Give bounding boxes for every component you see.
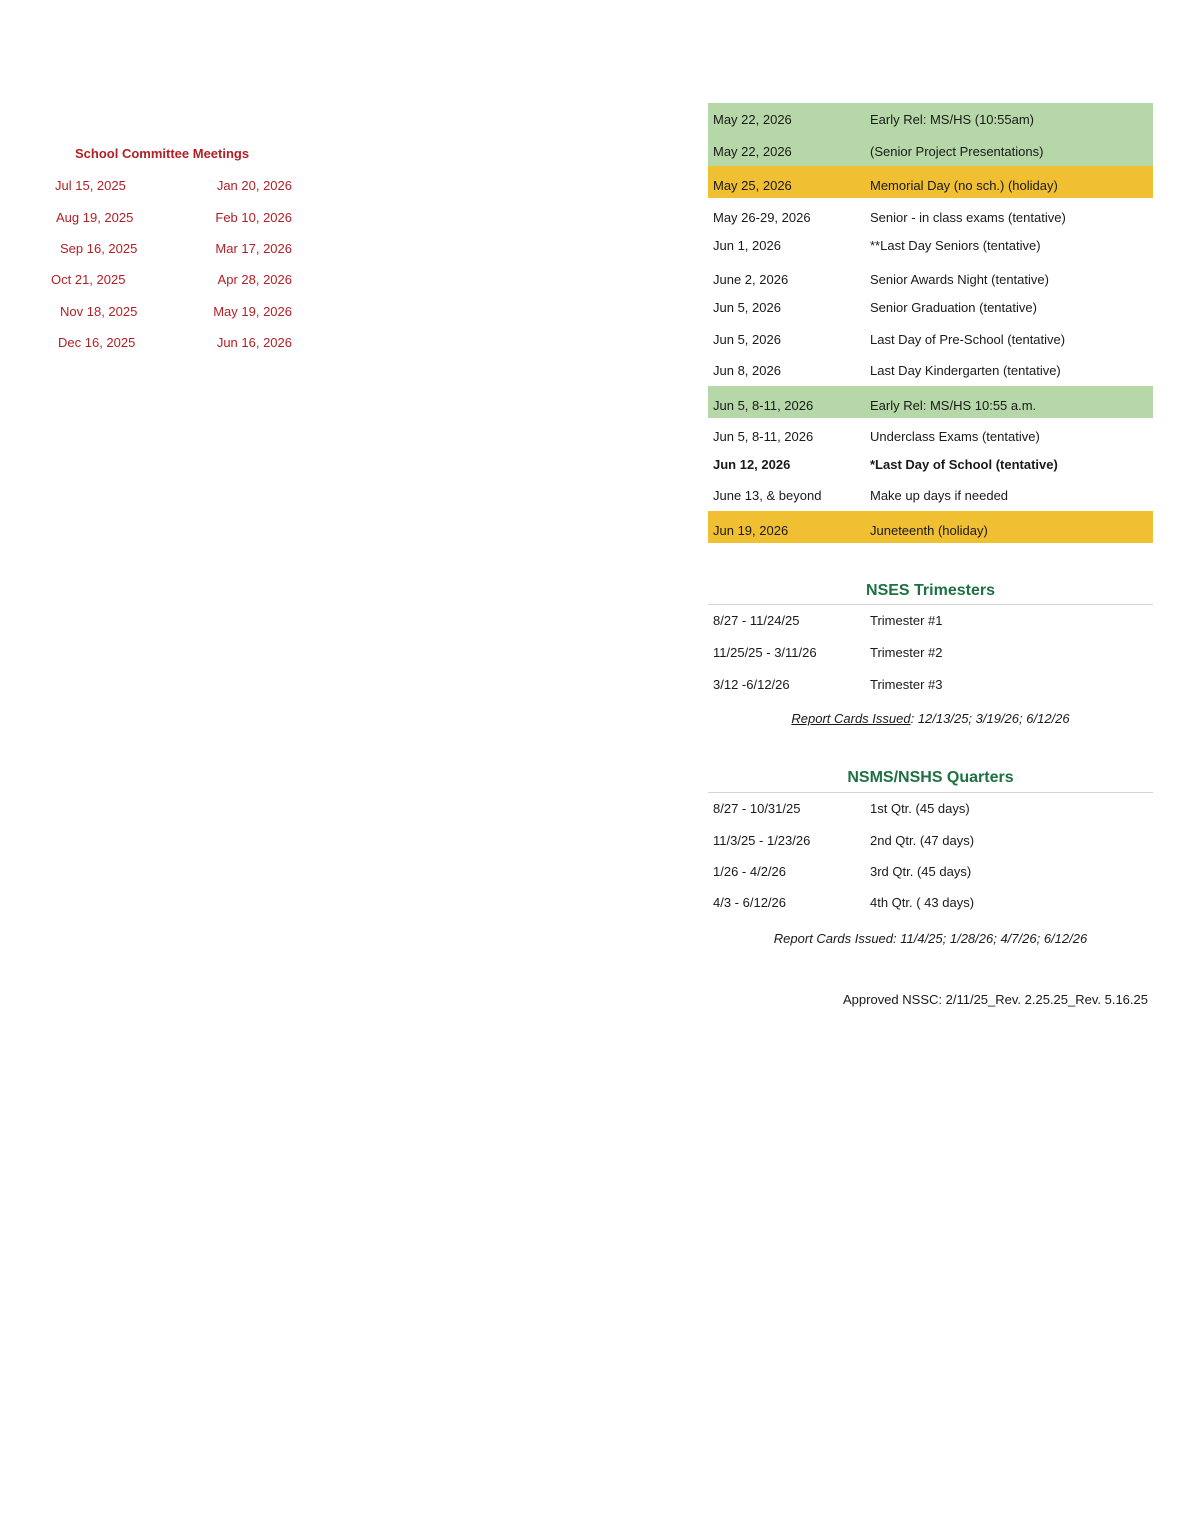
- committee-date: May 19, 2026: [213, 304, 292, 319]
- event-label: Senior Graduation (tentative): [870, 300, 1037, 315]
- event-date: May 26-29, 2026: [713, 210, 811, 225]
- quarters-report-cards: Report Cards Issued: 11/4/25; 1/28/26; 4/7/26; 6/12/26: [773, 931, 1088, 946]
- quarter-label: 3rd Qtr. (45 days): [870, 864, 972, 879]
- event-label: Make up days if needed: [870, 488, 1009, 503]
- event-date: Jun 1, 2026: [713, 238, 781, 253]
- quarters-title: NSMS/NSHS Quarters: [847, 769, 1014, 786]
- quarters-divider: [708, 792, 1153, 793]
- trimester-label: Trimester #3: [870, 677, 943, 692]
- quarter-range: 1/26 - 4/2/26: [713, 864, 786, 879]
- committee-date: Jan 20, 2026: [216, 178, 292, 193]
- committee-date: Jul 15, 2025: [55, 178, 126, 193]
- event-label: Memorial Day (no sch.) (holiday): [870, 178, 1058, 193]
- event-label: (Senior Project Presentations): [870, 144, 1044, 159]
- event-label: **Last Day Seniors (tentative): [870, 238, 1041, 253]
- event-date: May 22, 2026: [713, 144, 792, 159]
- event-label: *Last Day of School (tentative): [870, 457, 1058, 472]
- event-date: Jun 5, 2026: [713, 300, 781, 315]
- quarter-label: 4th Qtr. ( 43 days): [870, 895, 975, 910]
- event-label: Senior - in class exams (tentative): [870, 210, 1066, 225]
- event-label: Early Rel: MS/HS (10:55am): [870, 112, 1034, 127]
- quarter-range: 11/3/25 - 1/23/26: [713, 833, 811, 848]
- quarter-label: 1st Qtr. (45 days): [870, 801, 970, 816]
- event-label: Last Day of Pre-School (tentative): [870, 332, 1066, 347]
- trimester-label: Trimester #1: [870, 613, 943, 628]
- trimesters-report-cards: [708, 711, 1153, 726]
- event-label: Underclass Exams (tentative): [870, 429, 1040, 444]
- committee-date: Jun 16, 2026: [216, 335, 292, 350]
- event-date: May 22, 2026: [713, 112, 792, 127]
- event-label: Senior Awards Night (tentative): [870, 272, 1049, 287]
- quarter-label: 2nd Qtr. (47 days): [870, 833, 975, 848]
- committee-date: Dec 16, 2025: [58, 335, 136, 350]
- event-date: Jun 5, 8-11, 2026: [713, 398, 814, 413]
- school-committee-title: School Committee Meetings: [75, 146, 250, 161]
- event-date: May 25, 2026: [713, 178, 792, 193]
- trimesters-divider: [708, 604, 1153, 605]
- trimester-range: 3/12 -6/12/26: [713, 677, 790, 692]
- event-date: Jun 5, 2026: [713, 332, 781, 347]
- committee-date: Feb 10, 2026: [215, 210, 292, 225]
- trimester-range: 8/27 - 11/24/25: [713, 613, 800, 628]
- committee-date: Nov 18, 2025: [60, 304, 138, 319]
- event-date: Jun 8, 2026: [713, 363, 781, 378]
- report-cards-label: Report Cards Issued: [791, 711, 911, 726]
- event-date: June 13, & beyond: [713, 488, 822, 503]
- committee-date: Apr 28, 2026: [217, 272, 292, 287]
- trimester-label: Trimester #2: [870, 645, 943, 660]
- event-label: Juneteenth (holiday): [870, 523, 988, 538]
- committee-date: Mar 17, 2026: [215, 241, 292, 256]
- event-date: Jun 19, 2026: [713, 523, 789, 538]
- approval-note: Approved NSSC: 2/11/25_Rev. 2.25.25_Rev. 5.16.25: [843, 992, 1148, 1007]
- event-label: Early Rel: MS/HS 10:55 a.m.: [870, 398, 1037, 413]
- event-date: Jun 12, 2026: [713, 457, 791, 472]
- committee-date: Aug 19, 2025: [56, 210, 134, 225]
- committee-date: Sep 16, 2025: [60, 241, 138, 256]
- event-label: Last Day Kindergarten (tentative): [870, 363, 1061, 378]
- report-cards-dates: : 12/13/25; 3/19/26; 6/12/26: [910, 711, 1070, 726]
- quarter-range: 4/3 - 6/12/26: [713, 895, 786, 910]
- quarter-range: 8/27 - 10/31/25: [713, 801, 801, 816]
- committee-date: Oct 21, 2025: [51, 272, 126, 287]
- trimester-range: 11/25/25 - 3/11/26: [713, 645, 817, 660]
- trimesters-title: NSES Trimesters: [866, 582, 995, 599]
- event-date: June 2, 2026: [713, 272, 789, 287]
- event-date: Jun 5, 8-11, 2026: [713, 429, 814, 444]
